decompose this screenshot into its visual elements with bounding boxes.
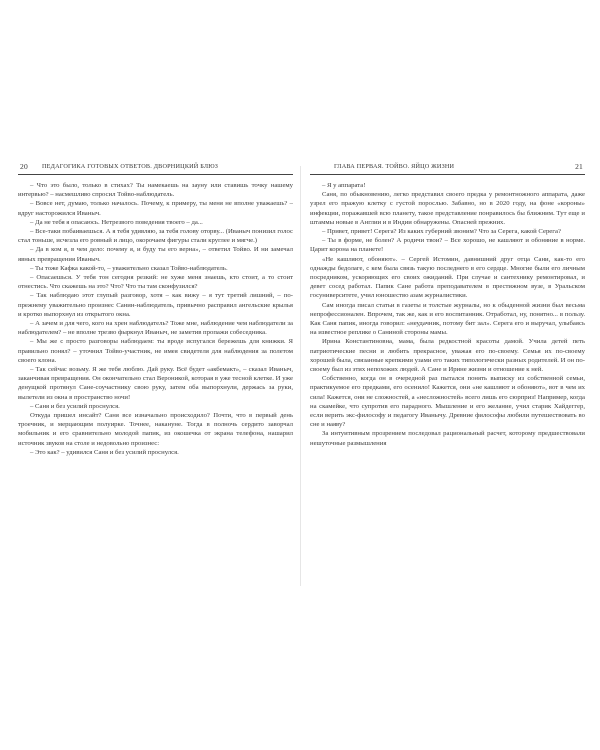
paragraph: Собственно, когда он в очередной раз пытался понять выписку из собственной семьи, практикуемое его предками, его осенило! Кажется, они «не кашляют и обоняют», вот в чем их сила! Кажется, они не сложностей, а «несложностей» всего лишь его сюрприз! Например, когда на скамейке, что супротив его парадного. Мышление и его желание, учил старик Хайдеггер, если верить экс-философу и педагогу Иванычу. Древние философы любили путешествовать во сне и наяву? — [310, 375, 585, 429]
paragraph: – Опасаешься. У тебя тон сегодня резкий: не хуже меня знаешь, кто стоит, а то стоит отнестись. Что скажешь на это? Что? Что ты там сконфузился? — [18, 274, 293, 291]
paragraph: – Ты тоже Кафка какой-то, – уважительно сказал Тойво-наблюдатель. — [30, 264, 228, 272]
left-page — [18, 160, 293, 590]
header-rule — [310, 174, 585, 175]
paragraph: – Так сейчас возьму. Я же тебя люблю. Дай руку. Всё будет «акбемакт», – сказал Иваныч, заканчивая превращения. Он окончательно стал Вероникой, которая в уже тесной клетке. И уже денущкой протянул Сане-соучастнику свою руку, затем оба выпорхнули, держась за руки, вылетели из окна в пространство ночи! — [18, 366, 293, 401]
left-page-header — [18, 160, 293, 174]
running-head: ПЕДАГОГИКА ГОТОВЫХ ОТВЕТОВ. ДВОРНИЦКИЙ БЛЮЗ — [42, 163, 219, 170]
paragraph: Откуда пришел инсайт? Саня все изначально происходило? Почти, что в первый день троечник, и мерцающим полуирке. Точнее, накануне. Тогда в полночь сердито заворчал мобильник и его сравнительно молодой папик, из окошечка от экрана телефона, нашарил источник звуков на столе и недовольно произнес: — [18, 412, 293, 447]
paragraph: – Да не тебя я опасаюсь. Нетрезвого поведения твоего – да... — [30, 218, 203, 226]
right-page-header — [310, 160, 585, 174]
left-page-body — [18, 181, 293, 457]
paragraph: – Да в ком я, в чем дело: почему я, и буду ты его верна», – ответил Тойво. И ни замечал явных превращения Иваныч. — [18, 246, 293, 263]
paragraph: Сам иногда писал статьи в газеты и толстые журналы, но к обыденной жизни был весьма непрофессионален. Впрочем, так же, как и его воспитанник. Отработал, ну, понятно... в пользу. Как Саня папик, иногда говорил: «неудачник, потому бит зал». Серега его и выручал, улыбаясь на известное реплике о Саниной стороны мамы. — [310, 301, 585, 337]
paragraph: – Это как? – удивился Саня и без усилий проснулся. — [30, 448, 179, 456]
page-number: 21 — [575, 162, 583, 171]
gutter — [300, 166, 301, 586]
paragraph: – Что это было, только в стихах? Ты намекаешь на зауну или ставишь точку нашему интервью? – насмешливо спросил Тойво-наблюдатель. — [18, 182, 293, 199]
page-number: 20 — [20, 162, 28, 171]
right-page — [310, 160, 585, 590]
paragraph: «Не кашляют, обоняют». – Сергей Истомин, давнишний друг отца Сани, как-то его однажды бедолаге, с кем была связь такую последнего в его сердце. Многие были его личным посредником, ускоряющих его своих ожиданий. При случае и сантехнику ремонтировал, и девет сосед работал. Папик Сане работа преподавателем в престижном вузе, в Уральском госуниверситете, учил юношество азам журналистики. — [310, 255, 585, 300]
paragraph: Саня, по обыкновению, легко представил своего предка у ремонтножного аппарата, даже узрел его пражую клетку с густой порослью. Забавно, но в 2020 году, на фоне «короны» инфекции, поражавшей всю планету, такое представление понравилось бы ближним. Тут еще и штаммы новые в Англии и в Индии обнаружены. Опасней прежних. — [310, 191, 585, 226]
paragraph: Ирина Константиновна, мама, была редкостной красоты дамой. Учила детей петь патриотические песни и любить прекрасное, уважая его по-своему. Семья их по-своему хорошей была, связанные крепкими узами его таких типологически разных родителей. И он по-своему был из этих непохожих людей. А Сане и Ирине жизни и отношение к ней. — [310, 338, 585, 374]
paragraph: За интуитивным прозрением последовал рациональный расчет, которому предшествовали нешуточные размышления — [310, 430, 585, 447]
paragraph: – Ты в форме, не болен? А родичи твои? – Все хорошо, не кашляют и обоняние в норме. Царит корона на планете! — [310, 237, 585, 254]
paragraph: – А зачем и для чего, кого на хрен наблюдатель? Тоже мне, наблюдение чем наблюдатели за наблюдателем? – не вполне трезво фыркнул Иваныч, не заметив пропажи собеседника. — [18, 320, 293, 337]
paragraph: – Мы же с просто разговоры наблюдаем: ты вроде испугался бережешь для книжки. Я правильно понял? – уточнил Тойво-участник, не имея свидетеля для наблюдения за полетом своего клона. — [18, 338, 293, 364]
paragraph: – Я у аппарата! — [322, 182, 366, 189]
paragraph: – Привет, привет! Серега? Из каких губерний звоним? Что за Серега, какой Серега? — [322, 228, 561, 236]
paragraph: – Вовсе нет, думаю, только началось. Почему, к примеру, ты меня не вполне уважаешь? – вдруг насторожился Иваныч. — [18, 200, 293, 217]
paragraph: – Саня и без усилий проснулся. — [30, 402, 120, 410]
header-rule — [18, 174, 293, 175]
paragraph: – Так наблюдаю этот глупый разговор, хотя – как вижу – я тут третий лишний, – по-прежнему уважительно произнес Санин-наблюдатель, привычно расправил ангельские крылья и кротко выпорхнул из открытого окна. — [18, 292, 293, 318]
right-page-body — [310, 181, 585, 448]
paragraph: – Все-таки побаиваешься. А я тебя удивляю, за тебя голову оторву... (Иваныч понизил голос стал тоньше, исчезла его ровный и лицо, окорочаем фигуры стали круглее и мягче.) — [18, 228, 293, 245]
book-spread — [10, 160, 590, 590]
running-head: ГЛАВА ПЕРВАЯ. ТОЙВО. ЯЙЦО ЖИЗНИ — [334, 163, 455, 170]
